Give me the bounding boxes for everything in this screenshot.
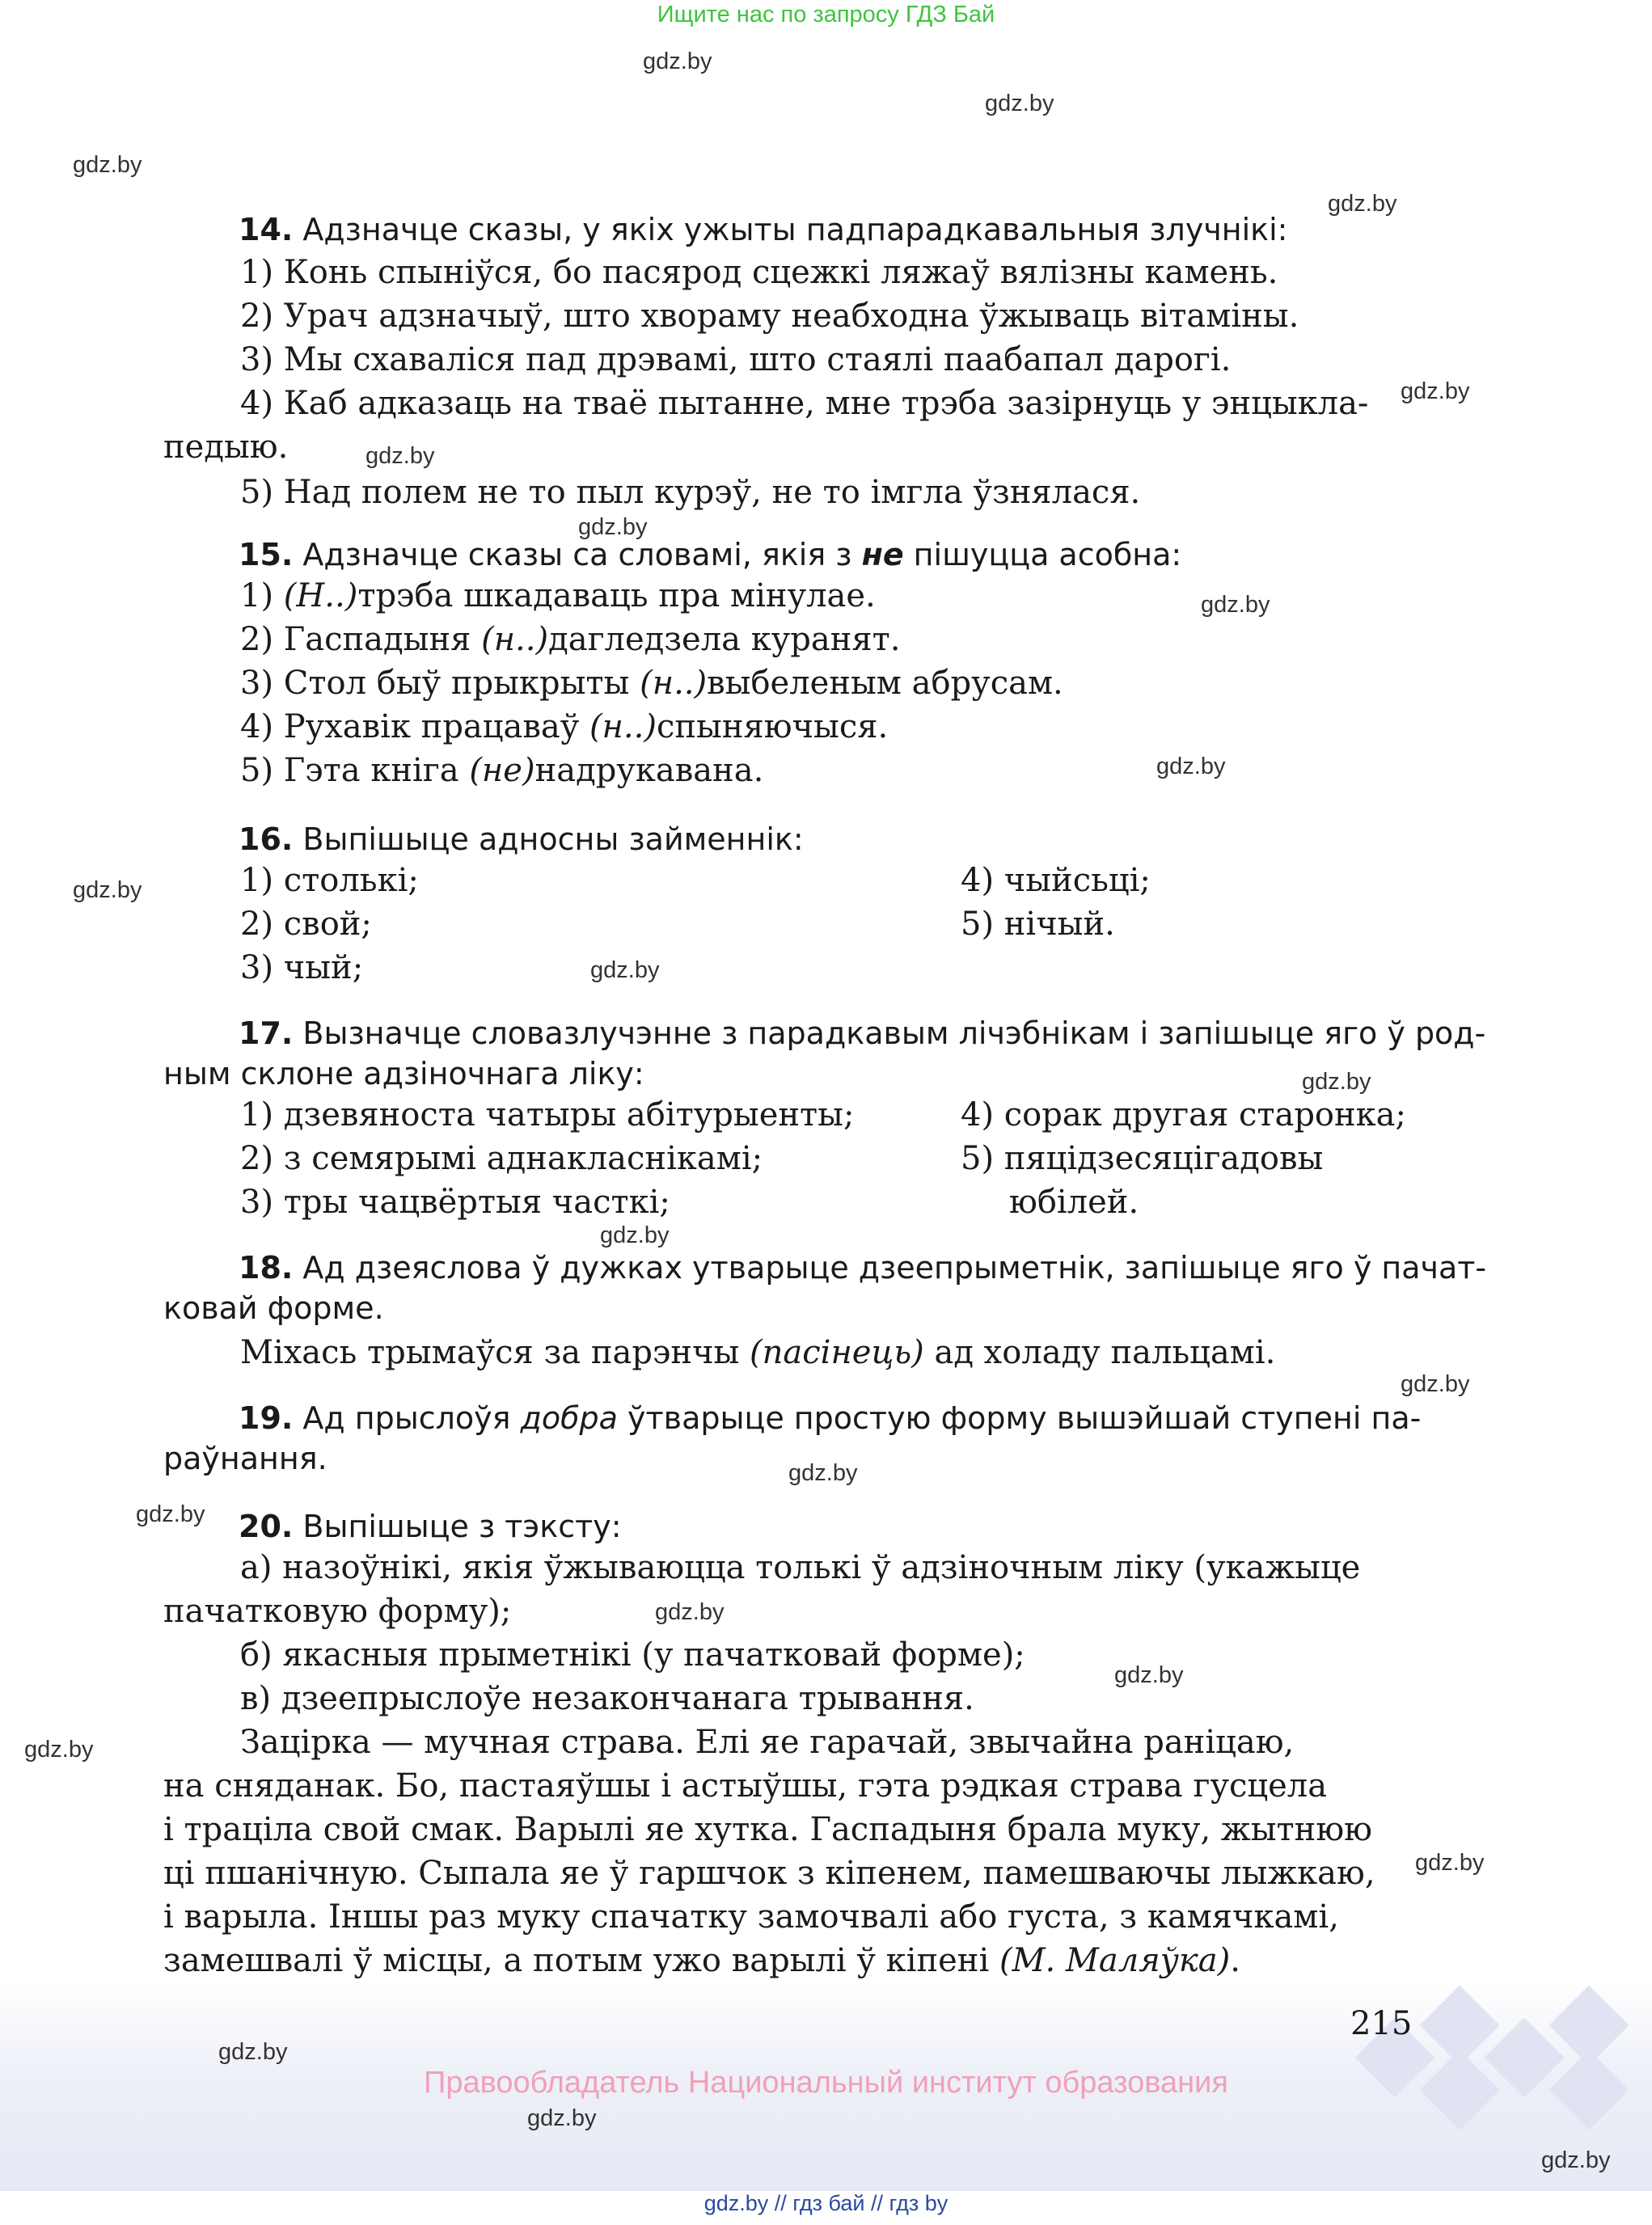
task-16-prompt	[239, 821, 804, 857]
task-number: 17.	[239, 1015, 294, 1051]
task-15-option-3	[240, 665, 1063, 702]
task-14-option-4: 4) Каб адказаць на тваё пытанне, мне трэба зазірнуць у энцыкла-	[240, 385, 1369, 422]
watermark: gdz.by	[590, 957, 660, 983]
page-number: 215	[1350, 2005, 1413, 2042]
task-14-option-1: 1) Конь спыніўся, бо пасярод сцежкі ляжаў вялізны камень.	[240, 254, 1278, 291]
footer-links[interactable]: gdz.by // гдз бай // гдз by	[703, 2191, 949, 2215]
task-16-option-4: 4) чыйсьці;	[961, 862, 1151, 899]
task-14-option-2: 2) Урач адзначыў, што хвораму неабходна ўжываць вітаміны.	[240, 298, 1299, 335]
task-number: 16.	[239, 821, 294, 857]
watermark: gdz.by	[527, 2105, 597, 2131]
task-17-option-2: 2) з семярымі аднакласнікамі;	[240, 1140, 763, 1177]
watermark: gdz.by	[1541, 2147, 1611, 2173]
task-16-option-1: 1) столькі;	[240, 862, 419, 899]
task-text: Вызначце словазлучэнне з парадкавым лічэбнікам і запішыце яго ў род-	[293, 1015, 1486, 1051]
watermark: gdz.by	[1401, 378, 1470, 404]
option-text: надрукавана.	[534, 752, 764, 789]
watermark: gdz.by	[73, 152, 142, 178]
task-text: Адзначце сказы, у якіх ужыты падпарадкавальныя злучнікі:	[293, 212, 1288, 247]
top-banner[interactable]: Ищите нас по запросу ГДЗ Бай	[657, 2, 995, 27]
passage-line: ці пшанічную. Сыпала яе ў гаршчок з кіпенем, памешваючы лыжкаю,	[163, 1855, 1375, 1892]
watermark: gdz.by	[218, 2039, 288, 2065]
sentence-text: Міхась трымаўся за парэнчы	[240, 1334, 750, 1371]
task-15-prompt	[239, 537, 1181, 572]
passage-line: на сняданак. Бо, пастаяўшы і астыўшы, гэта рэдкая страва гусцела	[163, 1767, 1328, 1805]
task-14-option-5: 5) Над полем не то пыл курэў, не то імгла ўзнялася.	[240, 474, 1141, 511]
watermark: gdz.by	[600, 1222, 670, 1248]
task-text: Адзначце сказы са словамі, якія з	[293, 537, 862, 572]
task-text: Ад прыслоўя	[293, 1400, 521, 1436]
watermark: gdz.by	[1302, 1069, 1371, 1095]
task-text: ўтварыце простую форму вышэйшай ступені па-	[617, 1400, 1422, 1436]
watermark: gdz.by	[578, 514, 648, 540]
task-text-italic: добра	[520, 1400, 618, 1436]
watermark: gdz.by	[1415, 1850, 1485, 1876]
task-17-option-4: 4) сорак другая старонка;	[961, 1096, 1406, 1134]
watermark: gdz.by	[1201, 592, 1270, 618]
task-text-emphasis: не	[861, 537, 904, 572]
option-text: 4) Рухавік працаваў	[240, 708, 589, 745]
task-17-prompt-cont: ным склоне адзіночнага ліку:	[163, 1056, 644, 1091]
watermark: gdz.by	[788, 1460, 858, 1486]
task-15-option-5	[240, 752, 763, 789]
task-14-prompt	[239, 212, 1288, 247]
passage-line	[163, 1942, 1240, 1979]
task-20-item-b: б) якасныя прыметнікі (у пачатковай форме);	[240, 1636, 1025, 1674]
passage-text: замешвалі ў місцы, а потым ужо варылі ў кіпені	[163, 1942, 999, 1979]
watermark: gdz.by	[365, 443, 435, 469]
task-19-prompt-cont: раўнання.	[163, 1441, 327, 1476]
option-text: 1)	[240, 577, 284, 614]
passage-author: (М. Маляўка)	[999, 1942, 1231, 1979]
watermark: gdz.by	[1156, 754, 1226, 779]
watermark: gdz.by	[655, 1599, 725, 1625]
option-text: дагледзела куранят.	[548, 621, 901, 658]
task-text: Выпішыце адносны займеннік:	[293, 821, 804, 857]
option-text: выбеленым абрусам.	[707, 665, 1063, 702]
option-text: 5) Гэта кніга	[240, 752, 470, 789]
task-18-prompt-cont: ковай форме.	[163, 1290, 384, 1326]
task-text: пішуцца асобна:	[903, 537, 1182, 572]
option-italic: (Н..)	[283, 577, 358, 614]
task-number: 14.	[239, 212, 294, 247]
passage-line: Зацірка — мучная страва. Елі яе гарачай, звычайна раніцаю,	[240, 1724, 1295, 1761]
task-20-prompt	[239, 1509, 622, 1544]
copyright-notice: Правообладатель Национальный институт образования	[424, 2066, 1228, 2100]
task-number: 15.	[239, 537, 294, 572]
passage-line: і траціла свой смак. Варылі яе хутка. Гаспадыня брала муку, жытнюю	[163, 1811, 1372, 1848]
sentence-italic: (пасінець)	[750, 1334, 924, 1371]
task-20-item-a-cont: пачатковую форму);	[163, 1593, 512, 1630]
option-text: трэба шкадаваць пра мінулае.	[357, 577, 876, 614]
option-italic: (н..)	[589, 708, 657, 745]
task-14-option-4-cont: педыю.	[163, 429, 289, 466]
task-17-option-5: 5) пяцідзесяцігадовы	[961, 1140, 1324, 1177]
task-20-item-v: в) дзеепрыслоўе незакончанага трывання.	[240, 1680, 974, 1717]
option-italic: (н..)	[481, 621, 549, 658]
task-15-option-1	[240, 577, 876, 614]
watermark: gdz.by	[73, 877, 142, 903]
watermark: gdz.by	[1328, 191, 1397, 217]
task-18-sentence	[240, 1334, 1275, 1371]
watermark: gdz.by	[1114, 1662, 1184, 1688]
task-17-option-5-cont: юбілей.	[1009, 1184, 1139, 1221]
task-17-prompt	[239, 1015, 1485, 1051]
task-16-option-5: 5) нічый.	[961, 906, 1115, 943]
task-15-option-4	[240, 708, 888, 745]
sentence-text: ад холаду пальцамі.	[923, 1334, 1276, 1371]
task-text: Ад дзеяслова ў дужках утварыце дзеепрыметнік, запішыце яго ў пачат-	[293, 1250, 1487, 1286]
option-text: спыняючыся.	[656, 708, 889, 745]
task-16-option-3: 3) чый;	[240, 949, 364, 986]
watermark: gdz.by	[24, 1737, 94, 1763]
task-19-prompt	[239, 1400, 1421, 1436]
option-italic: (не)	[469, 752, 535, 789]
task-text: Выпішыце з тэксту:	[293, 1509, 622, 1544]
task-number: 18.	[239, 1250, 294, 1286]
option-text: 2) Гаспадыня	[240, 621, 482, 658]
passage-line: і варыла. Іншы раз муку спачатку замочвалі або густа, з камячкамі,	[163, 1898, 1339, 1936]
task-14-option-3: 3) Мы схаваліся пад дрэвамі, што стаялі паабапал дарогі.	[240, 341, 1232, 378]
task-number: 20.	[239, 1509, 294, 1544]
task-18-prompt	[239, 1250, 1486, 1286]
watermark: gdz.by	[1401, 1371, 1470, 1397]
task-20-item-a: а) назоўнікі, якія ўжываюцца толькі ў адзіночным ліку (укажыце	[240, 1549, 1361, 1586]
task-16-option-2: 2) свой;	[240, 906, 372, 943]
task-15-option-2	[240, 621, 900, 658]
option-text: 3) Стол быў прыкрыты	[240, 665, 640, 702]
watermark: gdz.by	[985, 91, 1054, 116]
passage-text: .	[1230, 1942, 1240, 1979]
task-17-option-3: 3) тры чацвёртыя часткі;	[240, 1184, 670, 1221]
watermark: gdz.by	[643, 49, 712, 74]
watermark: gdz.by	[136, 1501, 205, 1527]
option-italic: (н..)	[640, 665, 708, 702]
task-17-option-1: 1) дзевяноста чатыры абітурыенты;	[240, 1096, 855, 1134]
task-number: 19.	[239, 1400, 294, 1436]
